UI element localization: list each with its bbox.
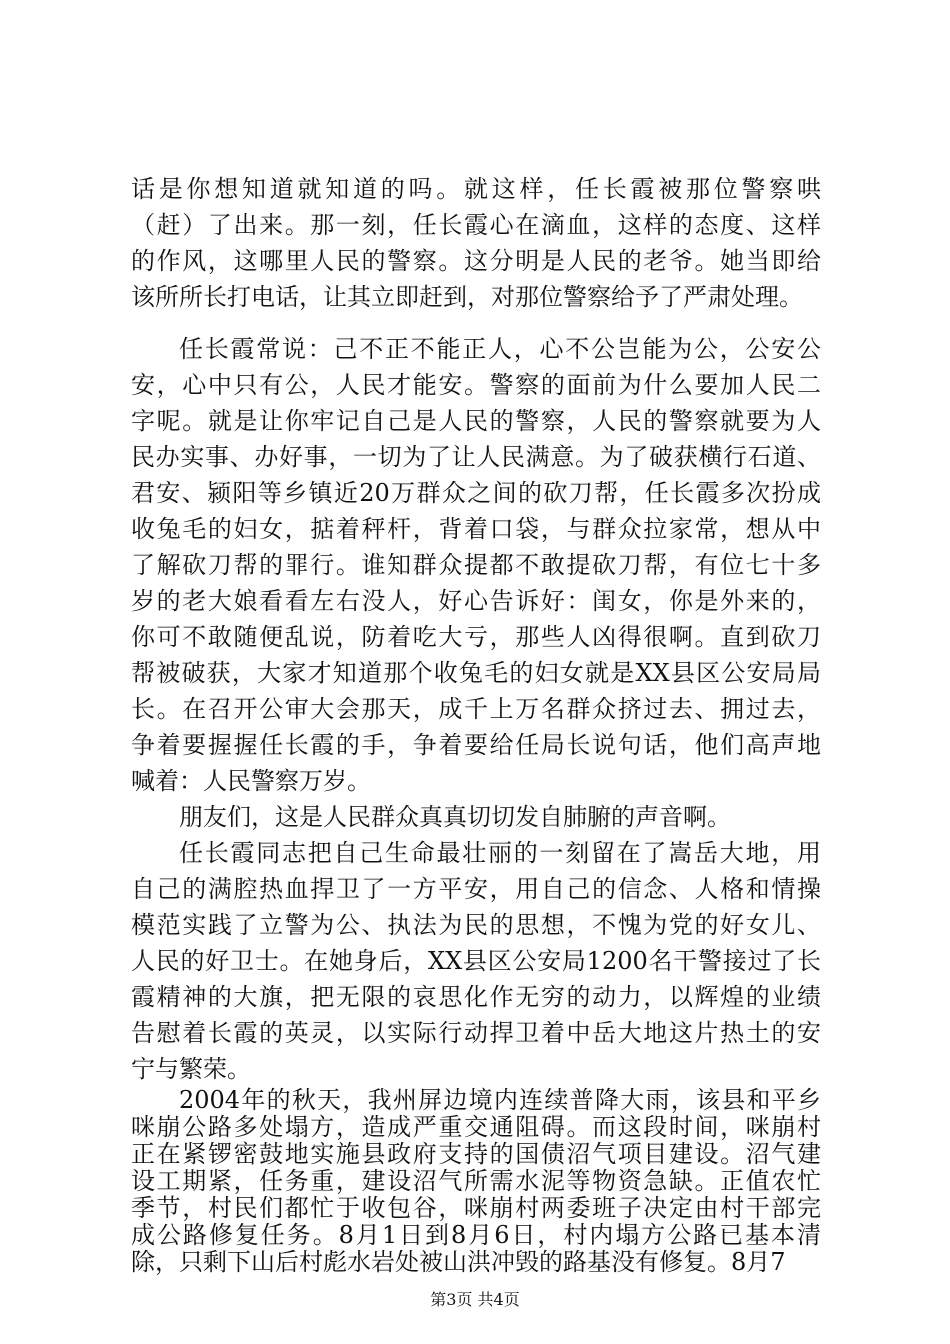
text-line: 长。在召开公审大会那天，成千上万名群众挤过去、拥过去，: [131, 695, 821, 723]
text-line: 收兔毛的妇女，掂着秤杆，背着口袋，与群众拉家常，想从中: [131, 515, 821, 543]
text-line: 你可不敢随便乱说，防着吃大亏，那些人凶得很啊。直到砍刀: [131, 623, 821, 651]
text-line: 朋友们，这是人民群众真真切切发自肺腑的声音啊。: [179, 803, 731, 831]
text-line: 除，只剩下山后村彪水岩处被山洪冲毁的路基没有修复。8月7: [131, 1248, 786, 1276]
text-line: （赶）了出来。那一刻，任长霞心在滴血，这样的态度、这样: [131, 211, 821, 239]
text-line: 正在紧锣密鼓地实施县政府支持的国债沼气项目建设。沼气建: [131, 1140, 821, 1168]
text-line: 设工期紧，任务重，建设沼气所需水泥等物资急缺。正值农忙: [131, 1167, 821, 1195]
text-line: 任长霞常说：己不正不能正人，心不公岂能为公，公安公: [179, 335, 821, 363]
text-line: 喊着：人民警察万岁。: [131, 767, 371, 795]
text-line: 的作风，这哪里人民的警察。这分明是人民的老爷。她当即给: [131, 247, 821, 275]
text-line: 君安、颍阳等乡镇近20万群众之间的砍刀帮，任长霞多次扮成: [131, 479, 821, 507]
text-line: 该所所长打电话，让其立即赶到，对那位警察给予了严肃处理。: [131, 283, 803, 311]
text-line: 霞精神的大旗，把无限的哀思化作无穷的动力，以辉煌的业绩: [131, 983, 821, 1011]
text-line: 人民的好卫士。在她身后，XX县区公安局1200名干警接过了长: [131, 947, 821, 975]
text-line: 岁的老大娘看看左右没人，好心告诉好：闺女，你是外来的，: [131, 587, 821, 615]
text-line: 2004年的秋天，我州屏边境内连续普降大雨，该县和平乡: [179, 1086, 821, 1114]
text-line: 争着要握握任长霞的手，争着要给任局长说句话，他们高声地: [131, 731, 821, 759]
page-number: 第3页 共4页: [430, 1290, 520, 1309]
text-line: 字呢。就是让你牢记自己是人民的警察，人民的警察就要为人: [131, 407, 821, 435]
text-line: 了解砍刀帮的罪行。谁知群众提都不敢提砍刀帮，有位七十多: [131, 551, 821, 579]
text-line: 咪崩公路多处塌方，造成严重交通阻碍。而这段时间，咪崩村: [131, 1113, 821, 1141]
text-line: 任长霞同志把自己生命最壮丽的一刻留在了嵩岳大地，用: [179, 839, 821, 867]
text-line: 模范实践了立警为公、执法为民的思想，不愧为党的好女儿、: [131, 911, 821, 939]
text-line: 成公路修复任务。8月1日到8月6日，村内塌方公路已基本清: [131, 1221, 821, 1249]
text-line: 民办实事、办好事，一切为了让人民满意。为了破获横行石道、: [131, 443, 821, 471]
text-line: 安，心中只有公，人民才能安。警察的面前为什么要加人民二: [131, 371, 821, 399]
text-line: 话是你想知道就知道的吗。就这样，任长霞被那位警察哄: [131, 175, 821, 203]
text-line: 季节，村民们都忙于收包谷，咪崩村两委班子决定由村干部完: [131, 1194, 821, 1222]
text-line: 自己的满腔热血捍卫了一方平安，用自己的信念、人格和情操: [131, 875, 821, 903]
text-line: 告慰着长霞的英灵，以实际行动捍卫着中岳大地这片热土的安: [131, 1019, 821, 1047]
text-line: 帮被破获，大家才知道那个收兔毛的妇女就是XX县区公安局局: [131, 659, 821, 687]
text-line: 宁与繁荣。: [131, 1055, 251, 1083]
